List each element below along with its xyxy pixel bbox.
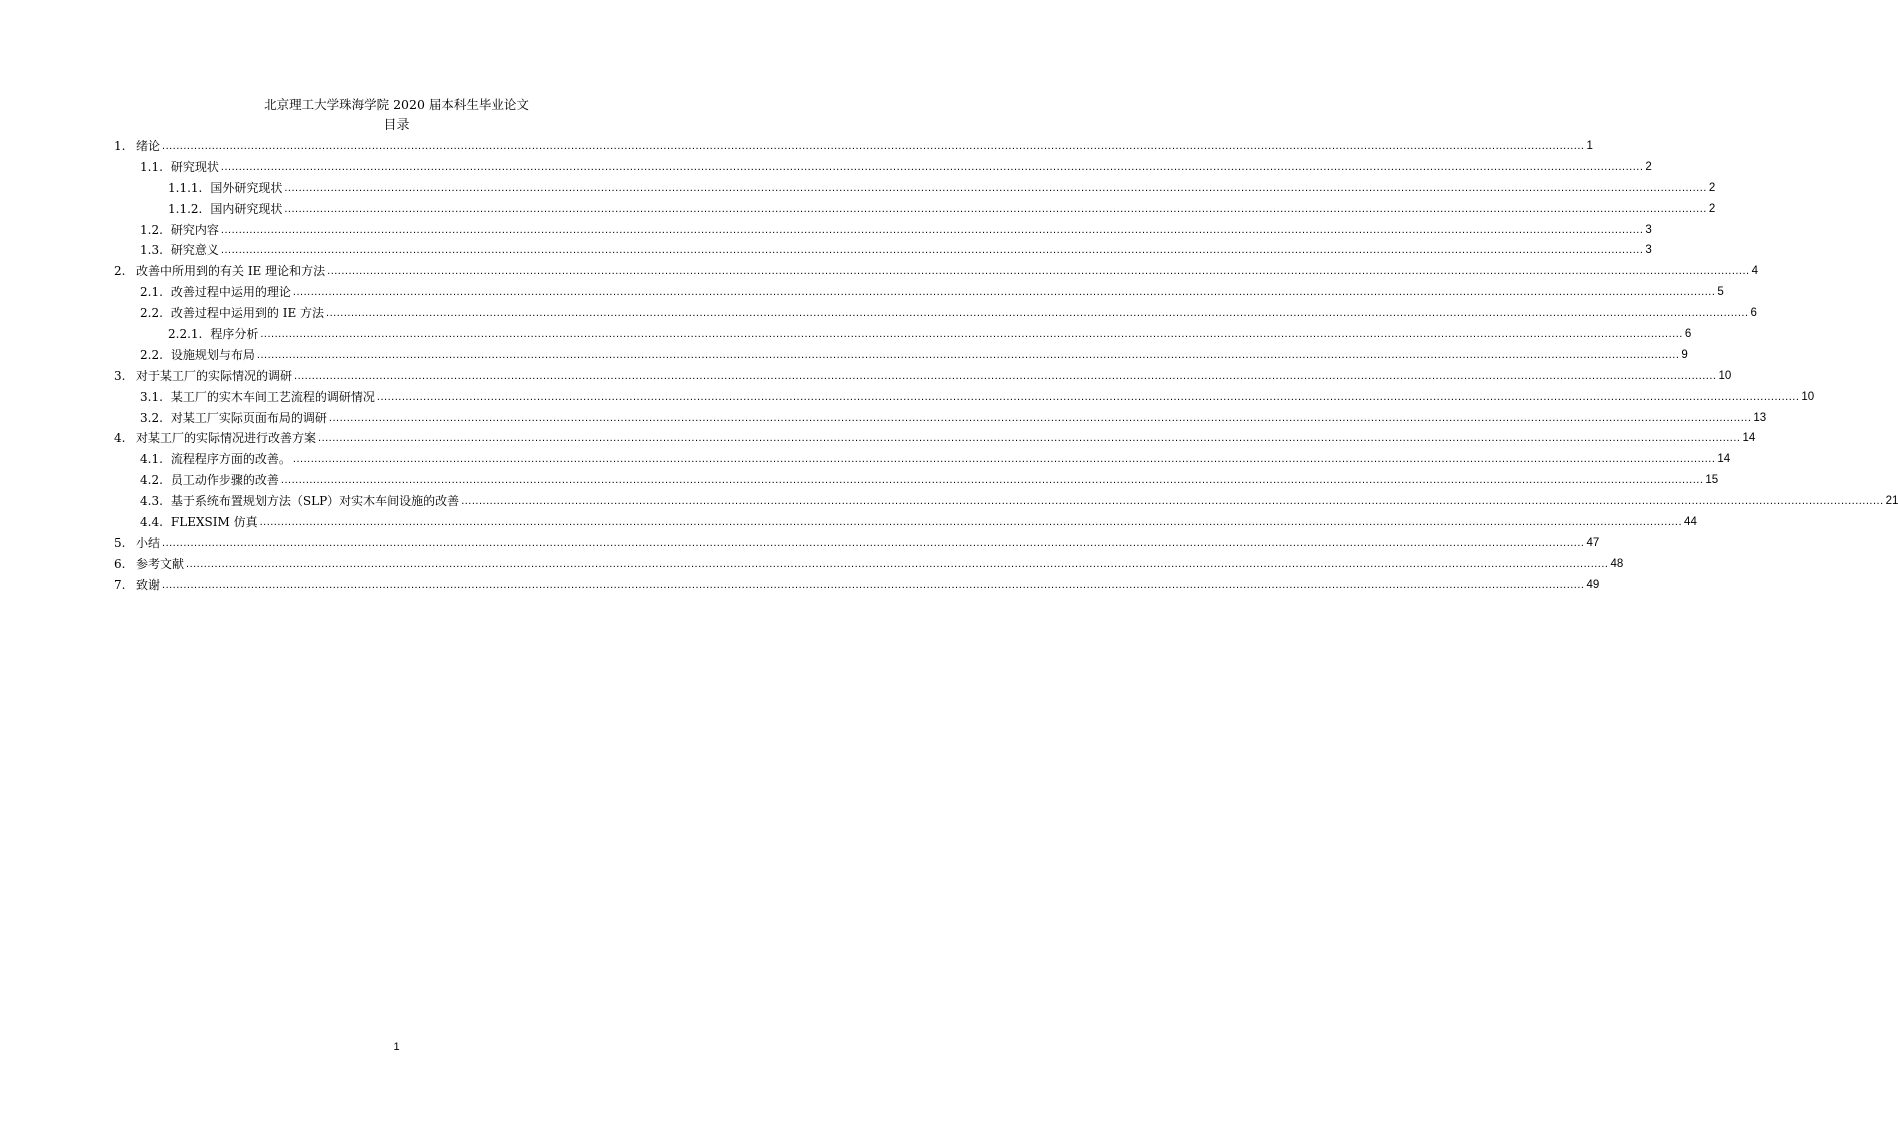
toc-entry-title: 流程程序方面的改善。 xyxy=(170,452,291,467)
toc-entry-page: 6 xyxy=(1684,328,1692,341)
toc-entry-page: 2 xyxy=(1645,160,1652,173)
toc-entry[interactable] xyxy=(114,554,1624,575)
toc-entry-title: 设施规划与布局 xyxy=(170,347,255,362)
toc-entry[interactable] xyxy=(114,387,1815,408)
toc-entry-title: 改善过程中运用到的 IE 方法 xyxy=(170,306,325,321)
table-of-contents xyxy=(114,136,1898,596)
dot-leader: ................................................................................................................................................................................................................................................................................................................................................................................................................ xyxy=(292,286,1716,299)
toc-entry-page: 15 xyxy=(1705,474,1719,487)
dot-leader: ................................................................................................................................................................................................................................................................................................................................................................................................................ xyxy=(260,328,1683,341)
toc-entry-page: 9 xyxy=(1681,348,1688,361)
toc-entry-page: 5 xyxy=(1717,286,1724,299)
toc-entry-page: 10 xyxy=(1718,369,1732,382)
toc-entry[interactable] xyxy=(114,282,1724,303)
toc-entry[interactable] xyxy=(114,220,1652,241)
toc-entry[interactable] xyxy=(114,470,1719,491)
dot-leader: ................................................................................................................................................................................................................................................................................................................................................................................................................ xyxy=(326,307,1749,320)
toc-entry[interactable] xyxy=(114,366,1732,387)
toc-entry[interactable] xyxy=(114,240,1652,261)
page-number: 1 xyxy=(393,1041,400,1053)
toc-entry[interactable] xyxy=(114,261,1759,282)
toc-entry-number: 1.3. xyxy=(140,243,163,258)
toc-title: 目录 xyxy=(383,118,410,133)
dot-leader: ................................................................................................................................................................................................................................................................................................................................................................................................................ xyxy=(220,244,1644,257)
toc-entry[interactable] xyxy=(114,408,1767,429)
toc-entry-number: 4. xyxy=(114,431,126,446)
toc-entry-number: 2.2. xyxy=(140,347,163,362)
toc-entry-page: 44 xyxy=(1684,516,1697,529)
toc-entry[interactable] xyxy=(114,136,1593,157)
toc-entry-title: 程序分析 xyxy=(210,327,259,342)
toc-entry[interactable] xyxy=(114,199,1716,220)
toc-entry-number: 4.4. xyxy=(140,515,163,530)
toc-entry-title: 研究现状 xyxy=(170,159,219,174)
toc-entry-number: 1. xyxy=(114,139,126,153)
toc-entry-page: 2 xyxy=(1708,181,1716,194)
toc-entry-number: 4.3. xyxy=(140,494,163,509)
toc-entry-page: 1 xyxy=(1586,140,1593,152)
toc-entry[interactable] xyxy=(114,533,1600,554)
toc-entry-number: 5. xyxy=(114,535,126,550)
dot-leader: ................................................................................................................................................................................................................................................................................................................................................................................................................ xyxy=(327,265,1750,278)
toc-entry[interactable] xyxy=(114,449,1731,470)
dot-leader: ................................................................................................................................................................................................................................................................................................................................................................................................................ xyxy=(162,140,1585,152)
toc-entry-page: 2 xyxy=(1708,202,1716,215)
toc-entry-title: 研究意义 xyxy=(170,243,219,258)
toc-entry-number: 1.1.1. xyxy=(168,180,203,195)
dot-leader: ................................................................................................................................................................................................................................................................................................................................................................................................................ xyxy=(461,495,1884,508)
toc-entry-title: 国内研究现状 xyxy=(210,201,283,216)
toc-entry[interactable] xyxy=(114,303,1757,324)
toc-entry[interactable] xyxy=(114,324,1692,345)
toc-entry-page: 6 xyxy=(1750,307,1757,320)
toc-entry-number: 2.1. xyxy=(140,285,163,300)
toc-entry[interactable] xyxy=(114,157,1652,178)
dot-leader: ................................................................................................................................................................................................................................................................................................................................................................................................................ xyxy=(256,348,1680,361)
dot-leader: ................................................................................................................................................................................................................................................................................................................................................................................................................ xyxy=(284,202,1707,215)
toc-entry[interactable] xyxy=(114,491,1898,512)
toc-entry-title: 参考文献 xyxy=(136,556,185,571)
dot-leader: ................................................................................................................................................................................................................................................................................................................................................................................................................ xyxy=(220,160,1644,173)
toc-entry-number: 4.2. xyxy=(140,473,163,488)
dot-leader: ................................................................................................................................................................................................................................................................................................................................................................................................................ xyxy=(280,474,1704,487)
dot-leader: ................................................................................................................................................................................................................................................................................................................................................................................................................ xyxy=(292,453,1716,466)
toc-entry-page: 47 xyxy=(1586,536,1600,549)
toc-entry-page: 14 xyxy=(1742,432,1756,445)
dot-leader: ................................................................................................................................................................................................................................................................................................................................................................................................................ xyxy=(186,557,1609,570)
toc-entry-number: 1.1.2. xyxy=(168,201,203,216)
toc-entry-title: 小结 xyxy=(136,535,161,550)
toc-entry[interactable] xyxy=(114,428,1756,449)
dot-leader: ................................................................................................................................................................................................................................................................................................................................................................................................................ xyxy=(162,536,1585,549)
toc-entry-page: 3 xyxy=(1645,223,1652,236)
toc-entry-number: 2.2.1. xyxy=(168,327,203,342)
toc-entry-title: 对某工厂实际页面布局的调研 xyxy=(170,410,327,425)
dot-leader: ................................................................................................................................................................................................................................................................................................................................................................................................................ xyxy=(284,181,1707,194)
dot-leader: ................................................................................................................................................................................................................................................................................................................................................................................................................ xyxy=(220,223,1644,236)
dot-leader: ................................................................................................................................................................................................................................................................................................................................................................................................................ xyxy=(376,390,1800,403)
toc-entry-page: 10 xyxy=(1801,390,1815,403)
toc-entry[interactable] xyxy=(114,575,1600,596)
toc-entry-title: 对于某工厂的实际情况的调研 xyxy=(136,368,293,383)
dot-leader: ................................................................................................................................................................................................................................................................................................................................................................................................................ xyxy=(318,432,1741,445)
toc-entry-title: 致谢 xyxy=(136,577,161,592)
toc-entry-page: 13 xyxy=(1753,411,1767,424)
toc-entry-page: 49 xyxy=(1586,578,1600,591)
toc-entry[interactable] xyxy=(114,345,1688,366)
toc-entry-number: 7. xyxy=(114,577,126,592)
toc-entry-title: 某工厂的实木车间工艺流程的调研情况 xyxy=(170,389,375,404)
toc-entry-title: FLEXSIM 仿真 xyxy=(170,515,258,530)
toc-entry-title: 员工动作步骤的改善 xyxy=(170,473,279,488)
toc-entry-number: 3.2. xyxy=(140,410,163,425)
toc-entry-page: 4 xyxy=(1751,265,1759,278)
toc-entry-number: 2. xyxy=(114,264,126,279)
toc-entry-title: 改善过程中运用的理论 xyxy=(170,285,291,300)
dot-leader: ................................................................................................................................................................................................................................................................................................................................................................................................................ xyxy=(328,411,1752,424)
dot-leader: ................................................................................................................................................................................................................................................................................................................................................................................................................ xyxy=(294,369,1717,382)
toc-entry-title: 绪论 xyxy=(136,139,161,153)
toc-entry-number: 3. xyxy=(114,368,126,383)
toc-entry-title: 改善中所用到的有关 IE 理论和方法 xyxy=(136,264,326,279)
dot-leader: ................................................................................................................................................................................................................................................................................................................................................................................................................ xyxy=(259,516,1683,529)
toc-entry-page: 3 xyxy=(1645,244,1652,257)
toc-entry-title: 研究内容 xyxy=(170,222,219,237)
toc-entry-number: 1.2. xyxy=(140,222,163,237)
toc-entry-number: 3.1. xyxy=(140,389,163,404)
toc-entry-page: 21 xyxy=(1885,495,1898,508)
toc-entry-title: 基于系统布置规划方法（SLP）对实木车间设施的改善 xyxy=(170,494,460,509)
toc-entry-number: 2.2. xyxy=(140,306,163,321)
dot-leader: ................................................................................................................................................................................................................................................................................................................................................................................................................ xyxy=(162,578,1585,591)
toc-entry-number: 4.1. xyxy=(140,452,163,467)
toc-entry-number: 1.1. xyxy=(140,159,163,174)
toc-entry-page: 14 xyxy=(1717,453,1731,466)
toc-entry[interactable] xyxy=(114,178,1716,199)
toc-entry-title: 对某工厂的实际情况进行改善方案 xyxy=(136,431,317,446)
toc-entry[interactable] xyxy=(114,512,1697,533)
toc-entry-number: 6. xyxy=(114,556,126,571)
running-header: 北京理工大学珠海学院 2020 届本科生毕业论文 xyxy=(264,97,529,112)
toc-entry-title: 国外研究现状 xyxy=(210,180,283,195)
toc-entry-page: 48 xyxy=(1610,557,1624,570)
